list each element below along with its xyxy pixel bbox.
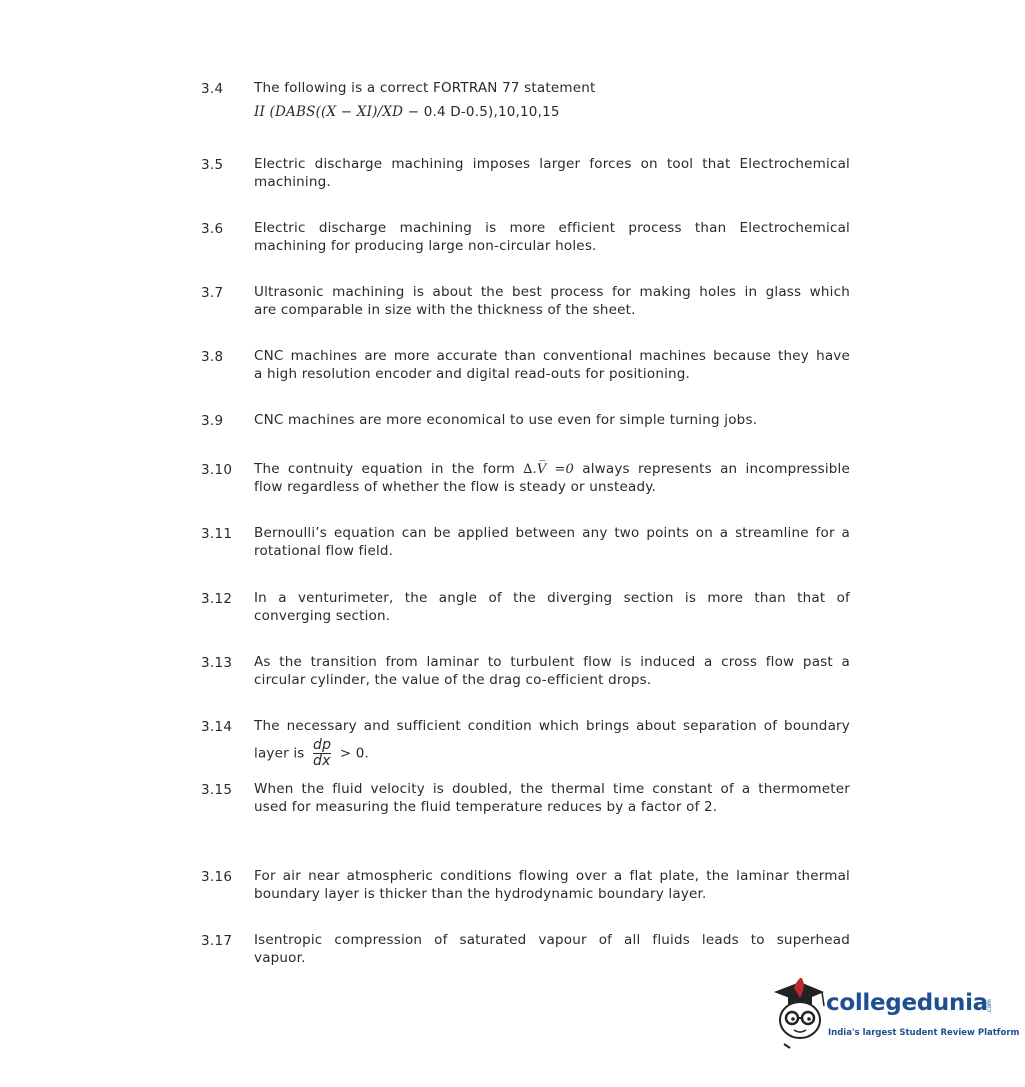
question-number: 3.11 (201, 526, 233, 542)
question-line-2: boundary layer is thicker than the hydrodynamic boundary layer. (254, 885, 707, 902)
line-part-b: always represents an incompressible (582, 461, 851, 477)
question-number: 3.16 (201, 869, 233, 885)
question-number: 3.15 (201, 782, 233, 798)
question-line-1: Ultrasonic machining is about the best process for making holes in glass which (254, 284, 850, 300)
question-line-2 (254, 738, 850, 769)
question-line-2: rotational flow field. (254, 542, 394, 559)
question-number: 3.8 (201, 349, 224, 365)
question-number: 3.7 (201, 285, 224, 301)
question-line-1: CNC machines are more accurate than conventional machines because they have (254, 348, 850, 364)
question-line-1: The following is a correct FORTRAN 77 statement (254, 80, 596, 96)
logo-domain-suffix: .com (985, 999, 993, 1014)
question-number: 3.6 (201, 221, 224, 237)
question-text (254, 654, 850, 689)
question-text (254, 284, 850, 319)
question-line-2: are comparable in size with the thickness of the sheet. (254, 301, 636, 318)
question-line-1: As the transition from laminar to turbulent flow is induced a cross flow past a (254, 654, 850, 670)
question-text (254, 590, 850, 625)
question-line-2: circular cylinder, the value of the drag co-efficient drops. (254, 671, 652, 688)
question-line-1: In a venturimeter, the angle of the diverging section is more than that of (254, 590, 850, 606)
question-line-1: The necessary and sufficient condition which brings about separation of boundary (254, 718, 850, 734)
question-line-2: machining for producing large non-circular holes. (254, 237, 597, 254)
question-text (254, 525, 850, 560)
question-line-2: vapuor. (254, 949, 306, 966)
line-part-b: > 0. (339, 745, 370, 761)
question-number: 3.13 (201, 655, 233, 671)
question-text (254, 156, 850, 191)
question-text (254, 412, 850, 430)
question-line-2: used for measuring the fluid temperature reduces by a factor of 2. (254, 798, 718, 815)
question-line-2: a high resolution encoder and digital read-outs for positioning. (254, 365, 691, 382)
question-text (254, 220, 850, 255)
fortran-statement (254, 104, 850, 122)
question-line-1: Isentropic compression of saturated vapour of all fluids leads to superhead (254, 932, 850, 948)
question-line-1: Electric discharge machining is more efficient process than Electrochemical (254, 220, 850, 236)
line-part-a: layer is (254, 745, 305, 761)
question-text (254, 718, 850, 769)
pressure-gradient-fraction (313, 738, 331, 769)
question-line-2: converging section. (254, 607, 391, 624)
question-line-1 (254, 461, 850, 479)
question-number: 3.10 (201, 462, 233, 478)
question-number: 3.12 (201, 591, 233, 607)
question-number: 3.17 (201, 933, 233, 949)
question-line-1: For air near atmospheric conditions flowing over a flat plate, the laminar thermal (254, 868, 850, 884)
fraction-denominator: dx (313, 752, 331, 769)
question-text (254, 348, 850, 383)
logo-tagline: India's largest Student Review Platform (828, 1028, 1020, 1038)
logo-brand-text: collegedunia (826, 990, 988, 1016)
question-text (254, 932, 850, 967)
question-number: 3.9 (201, 413, 224, 429)
formula-suffix: − 0.4 D-0.5),10,10,15 (403, 103, 560, 120)
formula-prefix: II (DABS((X − XI)/XD (254, 103, 404, 120)
continuity-equation: ∆.V̅ =0 (523, 462, 575, 477)
question-number: 3.4 (201, 81, 224, 97)
question-text (254, 868, 850, 903)
question-line-1: CNC machines are more economical to use even for simple turning jobs. (254, 412, 758, 428)
question-number: 3.14 (201, 719, 233, 735)
question-text (254, 461, 850, 496)
question-number: 3.5 (201, 157, 224, 173)
line-part-a: The contnuity equation in the form (254, 461, 516, 477)
question-line-1: When the fluid velocity is doubled, the thermal time constant of a thermometer (254, 781, 850, 797)
question-text (254, 80, 850, 121)
question-line-2: flow regardless of whether the flow is steady or unsteady. (254, 478, 657, 495)
question-line-2: machining. (254, 173, 331, 190)
fraction-numerator: dp (313, 736, 332, 753)
question-line-1: Bernoulli’s equation can be applied between any two points on a streamline for a (254, 525, 850, 541)
question-line-1: Electric discharge machining imposes larger forces on tool that Electrochemical (254, 156, 850, 172)
question-text (254, 781, 850, 816)
